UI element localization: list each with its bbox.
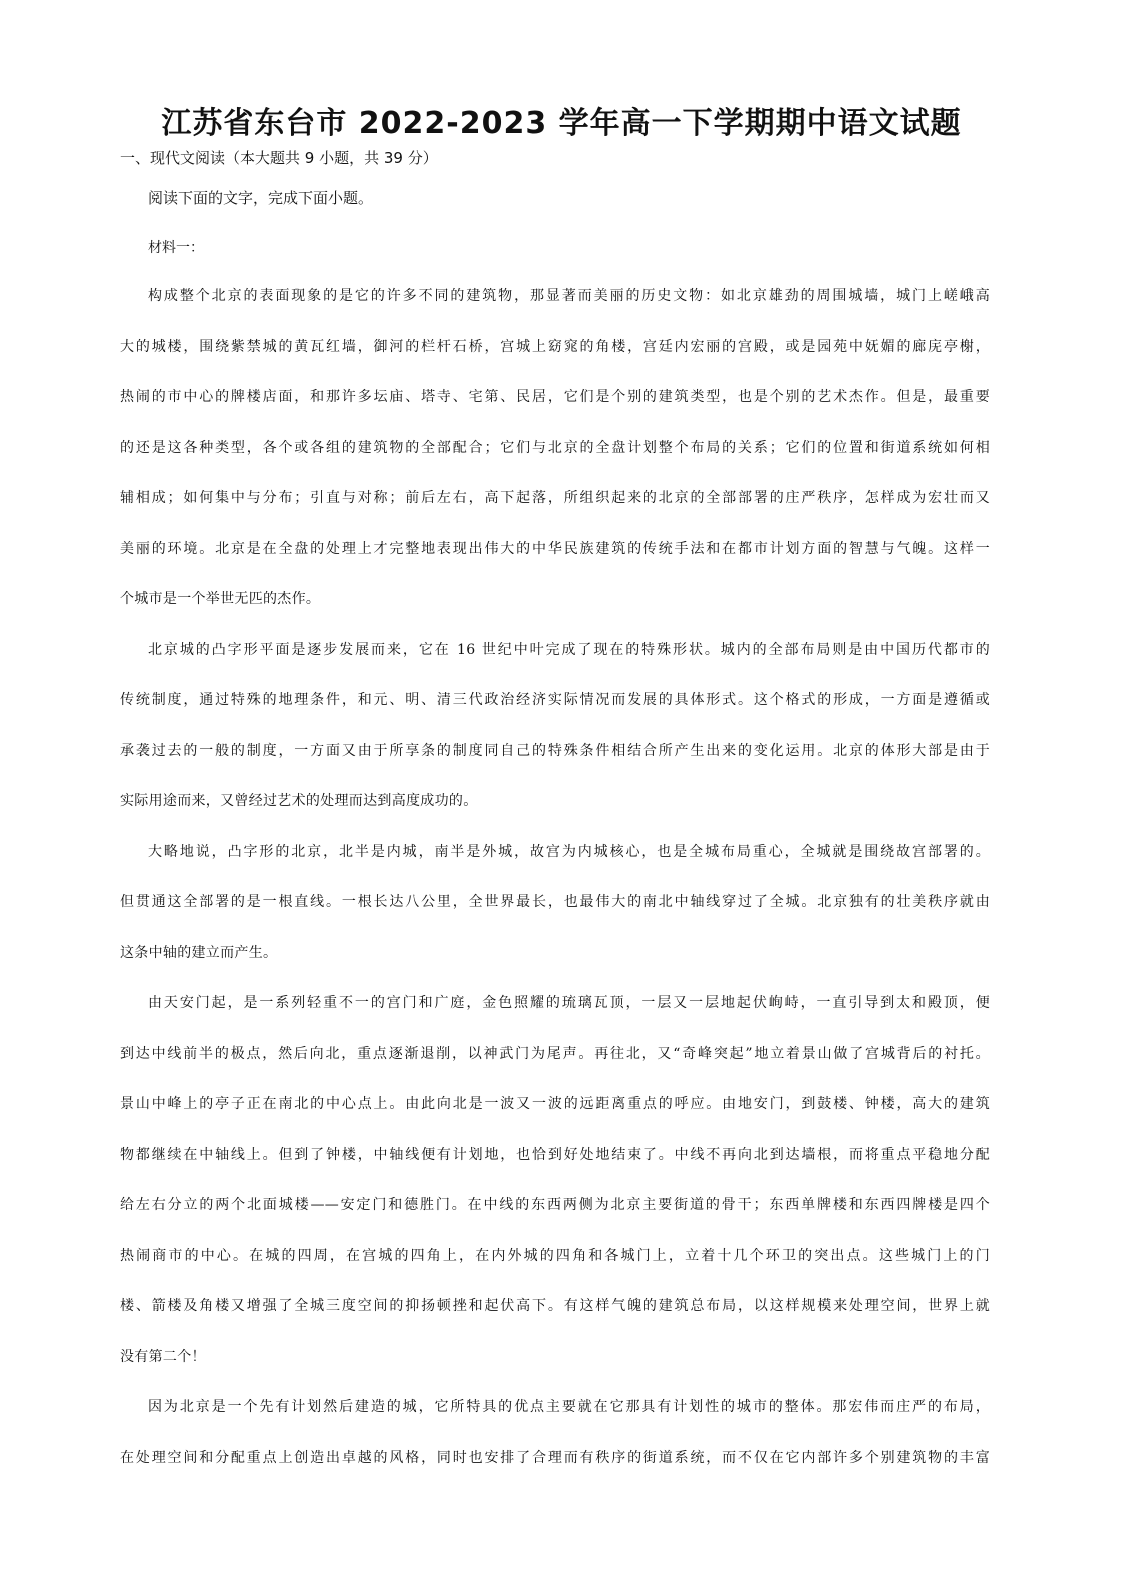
passage-line: 因为北京是一个先有计划然后建造的城，它所特具的优点主要就在它那具有计划性的城市的整体。那宏伟而庄严的布局，	[148, 1399, 990, 1415]
passage-line: 的还是这各种类型，各个或各组的建筑物的全部配合；它们与北京的全盘计划整个布局的关系；它们的位置和街道系统如何相	[120, 439, 990, 456]
passage-line: 景山中峰上的亭子正在南北的中心点上。由此向北是一波又一波的远距离重点的呼应。由地安门，到鼓楼、钟楼，高大的建筑	[120, 1096, 990, 1112]
passage-line: 实际用途而来，又曾经过艺术的处理而达到高度成功的。	[120, 793, 478, 809]
passage-line: 传统制度，通过特殊的地理条件，和元、明、清三代政治经济实际情况而发展的具体形式。这个格式的形成，一方面是遵循或	[120, 692, 990, 708]
section-heading: 一、现代文阅读（本大题共 9 小题，共 39 分）	[120, 149, 438, 167]
passage-line: 承袭过去的一般的制度，一方面又由于所享条的制度同自己的特殊条件相结合所产生出来的变化运用。北京的体形大部是由于	[120, 742, 990, 759]
passage-line: 大略地说，凸字形的北京，北半是内城，南半是外城，故宫为内城核心，也是全城布局重心，全城就是围绕故宫部署的。	[148, 843, 990, 860]
reading-instruction: 阅读下面的文字，完成下面小题。	[148, 189, 374, 207]
passage-line: 大的城楼，围绕紫禁城的黄瓦红墙，御河的栏杆石桥，宫城上窈窕的角楼，宫廷内宏丽的宫殿，或是园苑中妩媚的廊庑亭榭，	[120, 338, 990, 355]
passage-line: 北京城的凸字形平面是逐步发展而来，它在 16 世纪中叶完成了现在的特殊形状。城内的全部布局则是由中国历代都市的	[148, 641, 990, 658]
passage-line: 没有第二个！	[120, 1348, 206, 1365]
passage-line: 热闹商市的中心。在城的四周，在宫城的四角上，在内外城的四角和各城门上，立着十几个环卫的突出点。这些城门上的门	[120, 1247, 990, 1264]
passage-line: 给左右分立的两个北面城楼——安定门和德胜门。在中线的东西两侧为北京主要街道的骨干；东西单牌楼和东西四牌楼是四个	[120, 1197, 990, 1213]
passage-line: 到达中线前半的极点，然后向北，重点逐渐退削，以神武门为尾声。再往北，又“奇峰突起”地立着景山做了宫城背后的衬托。	[120, 1045, 990, 1062]
passage-line: 构成整个北京的表面现象的是它的许多不同的建筑物，那显著而美丽的历史文物：如北京雄劲的周围城墙，城门上嵯峨高	[148, 288, 990, 304]
material-label: 材料一：	[148, 240, 204, 256]
passage-body	[120, 284, 990, 1496]
passage-line: 这条中轴的建立而产生。	[120, 944, 278, 961]
passage-line: 但贯通这全部署的是一根直线。一根长达八公里，全世界最长，也最伟大的南北中轴线穿过了全城。北京独有的壮美秩序就由	[120, 894, 990, 910]
passage-line: 由天安门起，是一系列轻重不一的宫门和广庭，金色照耀的琉璃瓦顶，一层又一层地起伏峋峙，一直引导到太和殿顶，便	[148, 995, 990, 1011]
passage-line: 辅相成；如何集中与分布；引直与对称；前后左右，高下起落，所组织起来的北京的全部部署的庄严秩序，怎样成为宏壮而又	[120, 490, 990, 506]
passage-line: 个城市是一个举世无匹的杰作。	[120, 591, 321, 607]
document-title: 江苏省东台市 2022-2023 学年高一下学期期中语文试题	[161, 106, 962, 141]
passage-line: 在处理空间和分配重点上创造出卓越的风格，同时也安排了合理而有秩序的街道系统，而不仅在它内部许多个别建筑物的丰富	[120, 1449, 990, 1466]
passage-line: 热闹的市中心的牌楼店面，和那许多坛庙、塔寺、宅第、民居，它们是个别的建筑类型，也是个别的艺术杰作。但是，最重要	[120, 389, 990, 405]
passage-line: 物都继续在中轴线上。但到了钟楼，中轴线便有计划地，也恰到好处地结束了。中线不再向北到达墙根，而将重点平稳地分配	[120, 1146, 990, 1163]
passage-line: 楼、箭楼及角楼又增强了全城三度空间的抑扬顿挫和起伏高下。有这样气魄的建筑总布局，以这样规模来处理空间，世界上就	[120, 1298, 990, 1314]
passage-line: 美丽的环境。北京是在全盘的处理上才完整地表现出伟大的中华民族建筑的传统手法和在都市计划方面的智慧与气魄。这样一	[120, 540, 990, 557]
